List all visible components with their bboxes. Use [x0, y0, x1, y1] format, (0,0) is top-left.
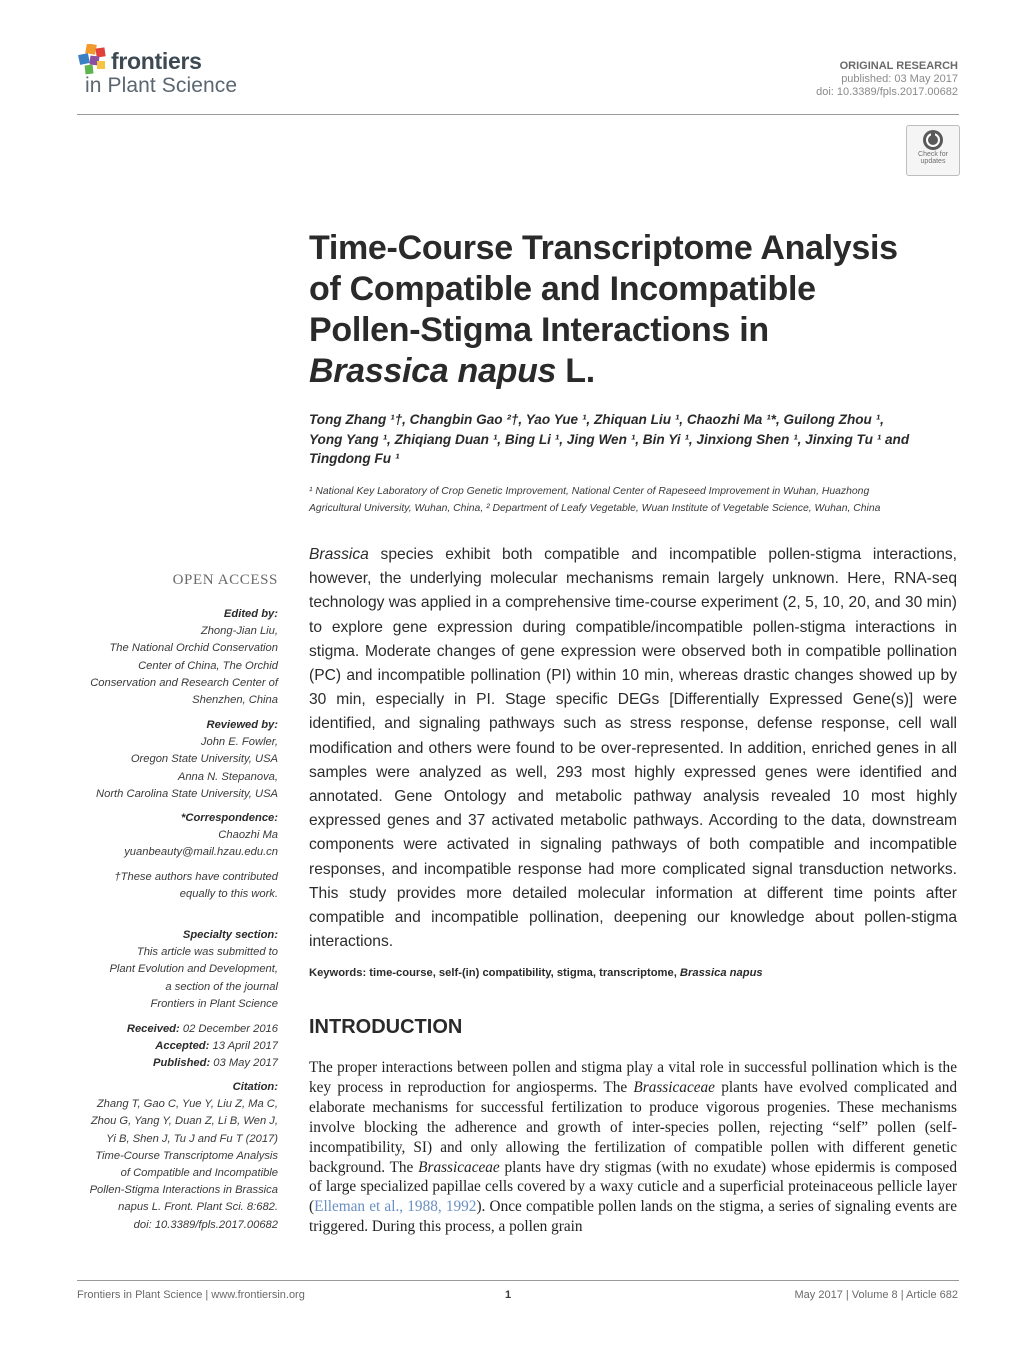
title-line: Time-Course Transcriptome Analysis: [309, 229, 898, 267]
check-badge-line1: Check for: [918, 151, 948, 158]
edited-by-label: Edited by:: [223, 608, 278, 620]
reviewed-by-section: [77, 717, 278, 803]
correspondence-section: [77, 810, 278, 862]
citation-label: Citation:: [232, 1081, 278, 1093]
correspondence-name: Chaozhi Ma: [218, 829, 278, 842]
doi-link[interactable]: doi: 10.3389/fpls.2017.00682: [816, 86, 958, 98]
edited-by-section: [77, 606, 278, 709]
reviewed-by-label: Reviewed by:: [206, 719, 278, 731]
correspondence-email[interactable]: yuanbeauty@mail.hzau.edu.cn: [124, 846, 278, 859]
citation-line: doi: 10.3389/fpls.2017.00682: [133, 1218, 278, 1231]
title-line: [309, 351, 969, 392]
author-line: Yong Yang ¹, Zhiqiang Duan ¹, Bing Li ¹, Jing Wen ¹, Bin Yi ¹, Jinxiong Shen ¹, Jinxing Tu ¹ and: [309, 431, 910, 447]
citation-line: Time-Course Transcriptome Analysis: [95, 1149, 278, 1162]
reference-link[interactable]: Elleman et al., 1988, 1992: [314, 1198, 477, 1216]
affiliation-line: ¹ National Key Laboratory of Crop Genetic Improvement, National Center of Rapeseed Improvement in Wuhan, Huazhong: [309, 486, 870, 497]
footer-issue-info: May 2017 | Volume 8 | Article 682: [794, 1289, 958, 1301]
keywords-species: Brassica napus: [679, 967, 763, 979]
equal-line: †These authors have contributed: [114, 871, 278, 883]
specialty-label: Specialty section:: [182, 929, 278, 941]
affiliations: [309, 483, 969, 517]
specialty-line: Frontiers in Plant Science: [150, 997, 278, 1010]
citation-line: Yi B, Shen J, Tu J and Fu T (2017): [106, 1132, 278, 1145]
article-title: [309, 228, 969, 392]
footer-journal-link[interactable]: Frontiers in Plant Science | www.frontiersin.org: [77, 1289, 305, 1301]
intro-text: plants have evolved complicated and elaborate mechanisms for successful fertilization to produce vigorous progenies. These mechanisms involve blocking the adherence and growth of inter-species pollen, rejecting “self” pollen (self-incompatibility, SI) and only allowing the fertilization of compatible pollen with different genetic background. The: [309, 1078, 957, 1176]
footer-divider: [77, 1280, 959, 1281]
specialty-line: This article was submitted to: [136, 946, 278, 959]
introduction-body: [309, 1058, 957, 1237]
logo-brand: frontiers: [111, 48, 202, 74]
dates-section: [77, 1021, 278, 1073]
citation-section: [77, 1079, 278, 1234]
editor-line: Shenzhen, China: [192, 694, 278, 707]
header-divider: [77, 114, 959, 115]
editor-line: Zhong-Jian Liu,: [200, 625, 278, 638]
intro-italic: Brassicaceae: [633, 1078, 715, 1096]
abstract-text: species exhibit both compatible and incompatible pollen-stigma interactions, however, the underlying molecular mechanisms remain largely unknown. Here, RNA-seq technology was applied in a comprehensive time-course experiment (2, 5, 10, 20, and 30 min) to explore gene expression during compatible/incompatible pollen-stigma interactions in stigma. Moderate changes of gene expression were observed both in compatible pollination (PC) and incompatible pollination (PI) within 10 min, whereas drastic changes showed up by 30 min, especially in PI. Stage specific DEGs [Differentially Expressed Gene(s)] were identified, and signaling pathways such as stress response, defense response, cell wall modification and others were found to be over-represented. In addition, enriched genes in all samples were analyzed as well, 293 most highly expressed genes were identified and annotated. Gene Ontology and metabolic pathway analysis revealed 10 most highly expressed genes and 37 activated metabolic pathways. According to the data, downstream components were activated in signaling pathways of both compatible and incompatible responses, and incompatible response had more complicated signal transduction networks. This study provides more detailed molecular information at different time points after compatible and incompatible pollination, deepening our knowledge about pollen-stigma interactions.: [309, 546, 957, 951]
author-list: [309, 410, 969, 469]
reviewer-line: North Carolina State University, USA: [96, 787, 278, 800]
intro-text: ). Once compatible pollen lands on the stigma, a series of signaling events are triggered. During this process, a pollen grain: [309, 1198, 957, 1236]
editor-line: Conservation and Research Center of: [90, 676, 278, 689]
citation-line: Zhang T, Gao C, Yue Y, Liu Z, Ma C,: [96, 1098, 278, 1111]
introduction-heading: INTRODUCTION: [309, 1016, 463, 1038]
author-line: Tingdong Fu ¹: [309, 451, 400, 466]
intro-text: The proper interactions between pollen and stigma play a vital role in successful pollination which is the key process in reproduction for angiosperms. The: [309, 1059, 957, 1096]
editor-line: The National Orchid Conservation: [109, 642, 278, 655]
logo-journal-name: in Plant Science: [85, 74, 238, 97]
citation-line: Pollen-Stigma Interactions in Brassica: [89, 1184, 278, 1197]
reviewer-line: Anna N. Stepanova,: [177, 770, 278, 783]
article-meta: [816, 60, 958, 99]
page-number: 1: [505, 1289, 512, 1301]
abstract: [309, 543, 957, 954]
affiliation-line: Agricultural University, Wuhan, China, ² Department of Leafy Vegetable, Wuan Institute of Vegetable Science, Wuhan, China: [309, 503, 881, 514]
specialty-line: Plant Evolution and Development,: [109, 963, 278, 976]
keywords: [309, 967, 957, 979]
article-type: ORIGINAL RESEARCH: [839, 60, 958, 72]
intro-italic: Brassicaceae: [418, 1158, 500, 1176]
published-value: 03 May 2017: [210, 1057, 278, 1070]
check-for-updates-icon: [922, 129, 944, 151]
specialty-line: a section of the journal: [165, 980, 278, 993]
abstract-lead: Brassica: [309, 546, 369, 563]
published-date: published: 03 May 2017: [841, 73, 958, 85]
intro-text: plants have dry stigmas (with no exudate) whose epidermis is composed of large specialized papillae cells covered by a waxy cuticle and a superficial proteinaceous pellicle layer (: [309, 1158, 957, 1216]
open-access-label: OPEN ACCESS: [172, 572, 278, 588]
title-suffix: L.: [556, 352, 595, 390]
journal-logo[interactable]: [77, 44, 307, 104]
title-line: of Compatible and Incompatible: [309, 270, 816, 308]
citation-line: napus L. Front. Plant Sci. 8:682.: [118, 1201, 278, 1214]
received-label: Received:: [126, 1023, 180, 1035]
reviewer-line: Oregon State University, USA: [130, 753, 278, 766]
frontiers-logo-icon: [77, 44, 111, 78]
accepted-value: 13 April 2017: [209, 1040, 278, 1053]
equal-line: equally to this work.: [179, 888, 278, 901]
correspondence-label: *Correspondence:: [181, 812, 278, 824]
title-species: Brassica napus: [309, 352, 557, 390]
citation-line: of Compatible and Incompatible: [120, 1167, 278, 1180]
received-value: 02 December 2016: [179, 1023, 278, 1035]
citation-line: Zhou G, Yang Y, Duan Z, Li B, Wen J,: [90, 1115, 278, 1128]
title-line: Pollen-Stigma Interactions in: [309, 311, 769, 349]
published-label: Published:: [153, 1057, 211, 1070]
specialty-section: [77, 927, 278, 1013]
keywords-text: Keywords: time-course, self-(in) compatibility, stigma, transcriptome,: [309, 967, 680, 979]
check-for-updates-button[interactable]: [906, 125, 960, 176]
reviewer-line: John E. Fowler,: [200, 736, 278, 749]
equal-contribution-note: [77, 869, 278, 903]
check-badge-line2: updates: [920, 158, 946, 165]
accepted-label: Accepted:: [155, 1040, 210, 1053]
editor-line: Center of China, The Orchid: [138, 659, 278, 672]
author-line: Tong Zhang ¹†, Changbin Gao ²†, Yao Yue ¹, Zhiquan Liu ¹, Chaozhi Ma ¹*, Guilong Zhou ¹,: [309, 412, 884, 427]
